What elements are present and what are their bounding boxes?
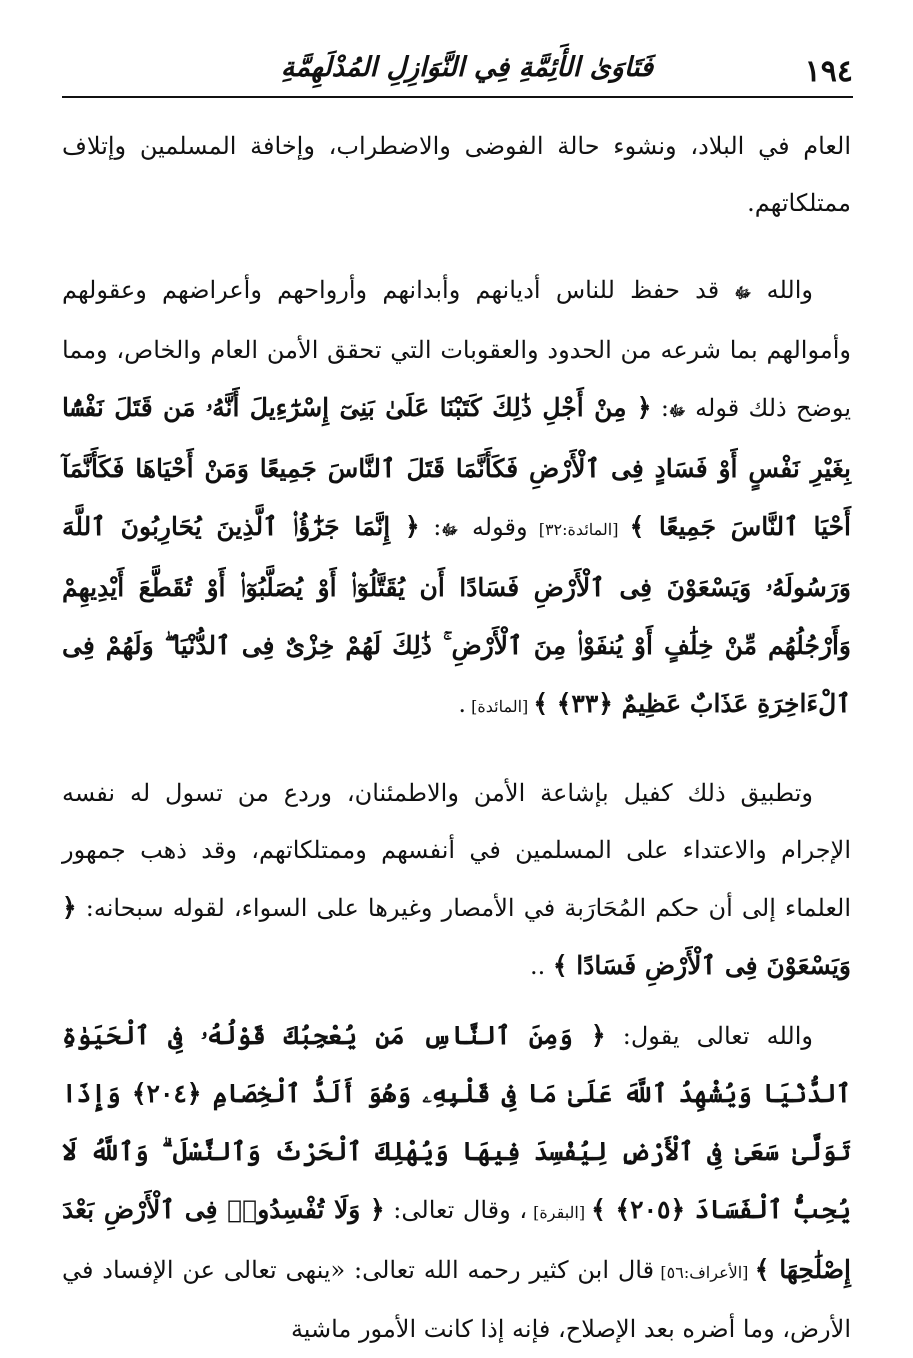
body-text — [62, 118, 851, 1358]
honorific-symbol: ﷻ — [441, 521, 459, 539]
body-text-run: .. — [530, 952, 553, 980]
body-text-run: والله تعالى يقول: — [605, 1022, 813, 1050]
body-text-run: وتطبيق ذلك كفيل بإشاعة الأمن والاطمئنان، وردع من تسول له نفسه الإجرام والاعتداء على المسلمين في أنفسهم وممتلكاتهم، وقد ذهب جمهور العلماء إلى أن حكم المُحَارَبة في الأمصار وغيرها على السواء، لقوله سبحانه: — [62, 779, 851, 922]
paragraph-3 — [62, 765, 851, 995]
paragraph-1 — [62, 118, 851, 232]
honorific-symbol: ﷻ — [668, 402, 686, 420]
body-text-run: والله — [751, 276, 814, 304]
verse-reference: [البقرة] — [527, 1203, 592, 1222]
body-text-run: : — [419, 513, 442, 541]
honorific-symbol: ﷻ — [734, 284, 752, 302]
page-number: ١٩٤ — [804, 54, 853, 89]
body-text-run: قال ابن كثير رحمه الله تعالى: «ينهى تعالى عن الإفساد في الأرض، وما أضره بعد الإصلاح، فإنه إذا كانت الأمور ماشية — [62, 1256, 851, 1343]
body-text-run: وقوله — [458, 513, 528, 541]
quran-verse: ﴿ وَمِنَ ٱلنَّاسِ مَن يُعْجِبُكَ قَوْلُهُۥ فِى ٱلْحَيَوٰةِ ٱلدُّنْيَا وَيُشْهِدُ ٱللَّهَ عَلَىٰ مَا فِى قَلْبِهِۦ وَهُوَ أَلَدُّ ٱلْخِصَامِ ﴿٢٠٤﴾ وَإِذَا تَوَلَّىٰ سَعَىٰ فِى ٱلْأَرْضِ لِيُفْسِدَ فِيهَا وَيُهْلِكَ ٱلْحَرْثَ وَٱلنَّسْلَ ۗ وَٱللَّهُ لَا يُحِبُّ ٱلْفَسَادَ ﴿٢٠٥﴾ ﴾ — [62, 1021, 851, 1224]
quran-verse: ﴿ إِنَّمَا جَزَٰٓؤُا۟ ٱلَّذِينَ يُحَارِبُونَ ٱللَّهَ وَرَسُولَهُۥ وَيَسْعَوْنَ فِى ٱلْأَرْضِ فَسَادًا أَن يُقَتَّلُوٓا۟ أَوْ يُصَلَّبُوٓا۟ أَوْ تُقَطَّعَ أَيْدِيهِمْ وَأَرْجُلُهُم مِّنْ خِلَٰفٍ أَوْ يُنفَوْا۟ مِنَ ٱلْأَرْضِ ۚ ذَٰلِكَ لَهُمْ خِزْىٌ فِى ٱلدُّنْيَا ۖ وَلَهُمْ فِى ٱلْءَاخِرَةِ عَذَابٌ عَظِيمٌ ﴿٣٣﴾ ﴾ — [62, 512, 851, 718]
quran-verse: ﴿ مِنْ أَجْلِ ذَٰلِكَ كَتَبْنَا عَلَىٰ بَنِىٓ إِسْرَٰٓءِيلَ أَنَّهُۥ مَن قَتَلَ نَفْسًۢا بِغَيْرِ نَفْسٍ أَوْ فَسَادٍ فِى ٱلْأَرْضِ فَكَأَنَّمَا قَتَلَ ٱلنَّاسَ جَمِيعًا وَمَنْ أَحْيَاهَا فَكَأَنَّمَآ أَحْيَا ٱلنَّاسَ جَمِيعًا ﴾ — [62, 393, 852, 541]
quran-verse: ﴿ وَلَا تُفْسِدُوا۟ فِى ٱلْأَرْضِ بَعْدَ إِصْلَٰحِهَا ﴾ — [62, 1195, 852, 1284]
body-text-run: ، وقال تعالى: — [384, 1196, 528, 1224]
verse-reference: [المائدة] — [466, 697, 534, 716]
body-text-run: العام في البلاد، ونشوء حالة الفوضى والاضطراب، وإخافة المسلمين وإتلاف ممتلكاتهم. — [62, 132, 851, 217]
quran-verse: ﴿ وَيَسْعَوْنَ فِى ٱلْأَرْضِ فَسَادًا ﴾ — [62, 893, 851, 980]
running-header — [62, 52, 853, 98]
verse-reference: [المائدة:٣٢] — [527, 520, 630, 539]
paragraph-4 — [62, 1007, 851, 1358]
body-text-run: : — [651, 394, 669, 422]
body-text-run: قد حفظ للناس أديانهم وأبدانهم وأرواحهم وأعراضهم وعقولهم وأموالهم بما شرعه من الحدود والعقوبات التي تحقق الأمن العام والخاص، ومما يوضح ذلك قوله — [62, 276, 851, 422]
verse-reference: [الأعراف:٥٦] — [654, 1263, 755, 1282]
body-text-run: . — [458, 690, 467, 718]
book-title: فَتَاوَىٰ الأَئِمَّةِ فِي النَّوَازِلِ المُدْلَهِمَّةِ — [280, 52, 654, 83]
paragraph-2 — [62, 262, 851, 735]
